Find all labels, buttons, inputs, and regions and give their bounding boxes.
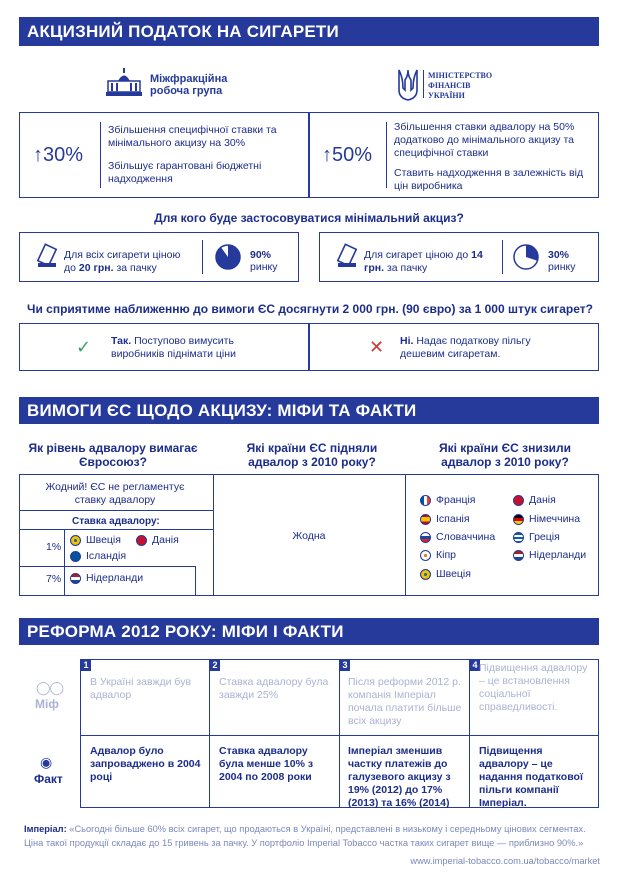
- country-greece: Греція: [513, 531, 560, 543]
- country-germany: Німеччина: [513, 513, 580, 525]
- myth-1: В Україні завжди був адвалор: [90, 676, 192, 701]
- divider: [339, 659, 340, 808]
- divider: [19, 510, 213, 511]
- right-box-text2: Ставить надходження в залежність від цін виробника: [394, 167, 584, 192]
- divider: [502, 240, 503, 274]
- divider: [209, 659, 210, 808]
- pie-90-icon: [214, 243, 242, 271]
- country-sweden: Швеція: [70, 534, 121, 546]
- no-text: Ні. Надає податкову пільгу дешевим сигаретам.: [400, 335, 531, 360]
- col2-question: Які країни ЄС підняли адвалор з 2010 року?: [246, 441, 378, 469]
- cigarette-pack-icon: [336, 243, 358, 274]
- col3-question: Які країни ЄС знизили адвалор з 2010 року?: [438, 441, 572, 469]
- rate-7pct: 7%: [46, 573, 62, 585]
- parliament-icon: [104, 68, 144, 98]
- divider: [19, 566, 195, 567]
- col-number: 1: [81, 660, 91, 671]
- yes-text: Так. Поступово вимусить виробників піднімати ціни: [111, 335, 236, 360]
- section1-title: АКЦИЗНИЙ ПОДАТОК НА СИГАРЕТИ: [19, 17, 599, 46]
- country-slovakia: Словаччина: [420, 531, 495, 543]
- question-min-excise: Для кого буде застосовуватися мінімальний акциз?: [154, 211, 464, 225]
- divider: [202, 240, 203, 274]
- myth-4: Підвищення адвалору – це встановлення соціальної справедливості.: [479, 662, 588, 713]
- divider: [195, 566, 196, 595]
- country-denmark: Данія: [136, 534, 179, 546]
- section3-title: РЕФОРМА 2012 РОКУ: МІФИ І ФАКТИ: [19, 618, 599, 645]
- rate-1pct: 1%: [46, 541, 62, 553]
- working-group-name: Міжфракційна робоча група: [150, 73, 228, 97]
- country-france: Франція: [420, 494, 476, 506]
- cigarette-pack-icon: [36, 243, 58, 274]
- imperial-quote: Імперіал: «Сьогодні більше 60% всіх сигарет, що продаються в Україні, представлені в низькому і середньому цінових сегментах. Ціна такої продукції складає до 15 гривень за пачку. У портфоліо Imperial Tobacco частка таких сигарет вище — приблизно 90%.»: [24, 824, 586, 848]
- myth-2: Ставка адвалору була завжди 25%: [219, 676, 329, 701]
- netherlands-flag-icon: [513, 550, 524, 561]
- greece-flag-icon: [513, 532, 524, 543]
- pct-30-label: 30% ринку: [548, 249, 576, 273]
- trident-icon: [397, 68, 419, 102]
- denmark-flag-icon: [136, 535, 147, 546]
- cross-icon: ✕: [369, 337, 385, 357]
- eye-icon: ◉: [40, 754, 53, 770]
- country-netherlands: Нідерланди: [513, 549, 586, 561]
- divider: [100, 122, 101, 188]
- min-left-text: Для всіх сигарети ціною до 20 грн. за пачку: [64, 249, 181, 274]
- country-cyprus: Кіпр: [420, 549, 456, 561]
- percent-50: ↑50%: [322, 144, 373, 166]
- question-eu-target: Чи сприятиме наближенню до вимоги ЄС досягнути 2 000 грн. (90 євро) за 1 000 штук сигарет?: [27, 302, 593, 316]
- cyprus-flag-icon: [420, 550, 431, 561]
- col1-question: Як рівень адвалору вимагає Євросоюз?: [28, 441, 198, 469]
- fact-label: Факт: [34, 772, 63, 786]
- myth-label: Міф: [35, 697, 59, 711]
- fact-4: Підвищення адвалору – це надання податкової пільги компанії Імперіал.: [479, 745, 583, 809]
- country-netherlands: Нідерланди: [70, 572, 143, 584]
- fact-1: Адвалор було запроваджено в 2004 році: [90, 745, 201, 783]
- logo-divider: [423, 70, 424, 98]
- no-requirement-text: Жодний! ЄС не регламентує ставку адвалору: [45, 481, 185, 506]
- country-iceland: Ісландія: [70, 550, 126, 562]
- raised-countries: Жодна: [292, 530, 326, 542]
- source-url[interactable]: www.imperial-tobacco.com.ua/tobacco/market: [410, 856, 600, 866]
- ministry-name: МІНІСТЕРСТВО ФІНАНСІВ УКРАЇНИ: [428, 71, 493, 100]
- fact-2: Ставка адвалору була менше 10% з 2004 по 2008 роки: [219, 745, 314, 783]
- country-spain: Іспанія: [420, 513, 470, 525]
- iceland-flag-icon: [70, 551, 81, 562]
- left-box-text2: Збільшує гарантовані бюджетні надходження: [108, 160, 262, 185]
- slovakia-flag-icon: [420, 532, 431, 543]
- checkmark-icon: ✓: [76, 337, 92, 357]
- netherlands-flag-icon: [70, 573, 81, 584]
- sweden-flag-icon: [70, 535, 81, 546]
- left-box-text1: Збільшення специфічної ставки та мінімального акцизу на 30%: [108, 124, 277, 149]
- right-box-text1: Збільшення ставки адвалору на 50% додатково до мінімального акцизу та специфічної ставки: [394, 121, 575, 159]
- country-denmark: Данія: [513, 494, 556, 506]
- france-flag-icon: [420, 495, 431, 506]
- denmark-flag-icon: [513, 495, 524, 506]
- divider: [386, 122, 387, 188]
- col-number: 3: [340, 660, 350, 671]
- myth-3: Після реформи 2012 р. компанія Імперіал почала платити більше всіх акцизу: [348, 676, 462, 727]
- spain-flag-icon: [420, 514, 431, 525]
- divider: [405, 474, 406, 596]
- section2-title: ВИМОГИ ЄС ЩОДО АКЦИЗУ: МІФИ ТА ФАКТИ: [19, 397, 599, 424]
- divider: [469, 659, 470, 808]
- col-number: 2: [210, 660, 220, 671]
- pie-30-icon: [512, 243, 540, 271]
- divider: [64, 529, 65, 595]
- pct-90-label: 90% ринку: [250, 249, 278, 273]
- fact-3: Імперіал зменшив частку платежів до галузевого акцизу з 19% (2012) до 17% (2013) та 16% (2014): [348, 745, 451, 809]
- col-number: 4: [470, 660, 480, 671]
- min-right-text: Для сигарет ціною до 14 грн. за пачку: [364, 249, 483, 274]
- sweden-flag-icon: [420, 569, 431, 580]
- pie-90-slice: [216, 245, 240, 269]
- country-sweden: Швеція: [420, 568, 471, 580]
- glasses-icon: ◯◯: [36, 680, 64, 695]
- divider: [19, 529, 213, 530]
- germany-flag-icon: [513, 514, 524, 525]
- percent-30: ↑30%: [33, 144, 84, 166]
- rate-label: Ставка адвалору:: [72, 516, 160, 527]
